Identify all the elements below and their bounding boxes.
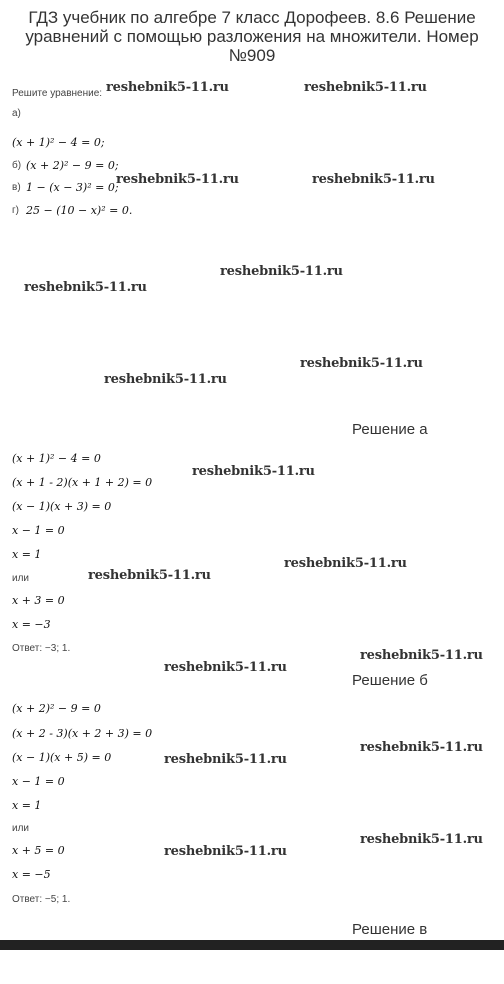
solution-b-line: (x + 2 - 3)(x + 2 + 3) = 0 <box>12 727 153 740</box>
solution-b-line: x = −5 <box>12 868 51 881</box>
solution-b-answer: Ответ: −5; 1. <box>12 894 71 905</box>
solution-a-answer: Ответ: −3; 1. <box>12 643 71 654</box>
task-intro: Решите уравнение: <box>12 88 103 99</box>
solution-a-line: x = −3 <box>12 618 51 631</box>
solution-b-heading: Решение б <box>352 672 428 689</box>
task-d-equation: 25 − (10 − x)² = 0. <box>26 204 133 217</box>
watermark: reshebnik5-11.ru <box>304 80 427 95</box>
task-c-label: в) <box>12 182 21 193</box>
watermark: reshebnik5-11.ru <box>106 80 229 95</box>
solution-a-heading: Решение а <box>352 421 428 438</box>
solution-b-line: (x + 2)² − 9 = 0 <box>12 702 101 715</box>
task-c-equation: 1 − (x − 3)² = 0; <box>26 181 119 194</box>
task-b-label: б) <box>12 160 22 171</box>
task-b-equation: (x + 2)² − 9 = 0; <box>26 159 119 172</box>
solution-b-or: или <box>12 823 30 834</box>
watermark: reshebnik5-11.ru <box>360 740 483 755</box>
watermark: reshebnik5-11.ru <box>88 568 211 583</box>
solution-a-line: (x + 1)² − 4 = 0 <box>12 452 101 465</box>
watermark: reshebnik5-11.ru <box>104 372 227 387</box>
solution-c-heading: Решение в <box>352 921 428 938</box>
solution-b-line: x = 1 <box>12 799 42 812</box>
page-title: ГДЗ учебник по алгебре 7 класс Дорофеев. 8.6 Решение уравнений с помощью разложения на множители. Номер №909 <box>25 8 479 65</box>
bottom-bar <box>0 940 504 950</box>
solution-a-line: x = 1 <box>12 548 42 561</box>
task-a-equation: (x + 1)² − 4 = 0; <box>12 136 105 149</box>
watermark: reshebnik5-11.ru <box>164 752 287 767</box>
watermark: reshebnik5-11.ru <box>192 464 315 479</box>
watermark: reshebnik5-11.ru <box>300 356 423 371</box>
solution-a-line: x − 1 = 0 <box>12 524 65 537</box>
watermark: reshebnik5-11.ru <box>24 280 147 295</box>
solution-b-line: x + 5 = 0 <box>12 844 65 857</box>
task-a-label: а) <box>12 108 21 119</box>
solution-a-line: (x + 1 - 2)(x + 1 + 2) = 0 <box>12 476 153 489</box>
watermark: reshebnik5-11.ru <box>164 844 287 859</box>
solution-b-line: x − 1 = 0 <box>12 775 65 788</box>
watermark: reshebnik5-11.ru <box>360 832 483 847</box>
watermark: reshebnik5-11.ru <box>164 660 287 675</box>
watermark: reshebnik5-11.ru <box>284 556 407 571</box>
solution-a-or: или <box>12 573 30 584</box>
solution-a-line: (x − 1)(x + 3) = 0 <box>12 500 112 513</box>
watermark: reshebnik5-11.ru <box>360 648 483 663</box>
task-d-label: г) <box>12 205 19 216</box>
solution-a-line: x + 3 = 0 <box>12 594 65 607</box>
watermark: reshebnik5-11.ru <box>116 172 239 187</box>
watermark: reshebnik5-11.ru <box>220 264 343 279</box>
watermark: reshebnik5-11.ru <box>312 172 435 187</box>
solution-b-line: (x − 1)(x + 5) = 0 <box>12 751 112 764</box>
